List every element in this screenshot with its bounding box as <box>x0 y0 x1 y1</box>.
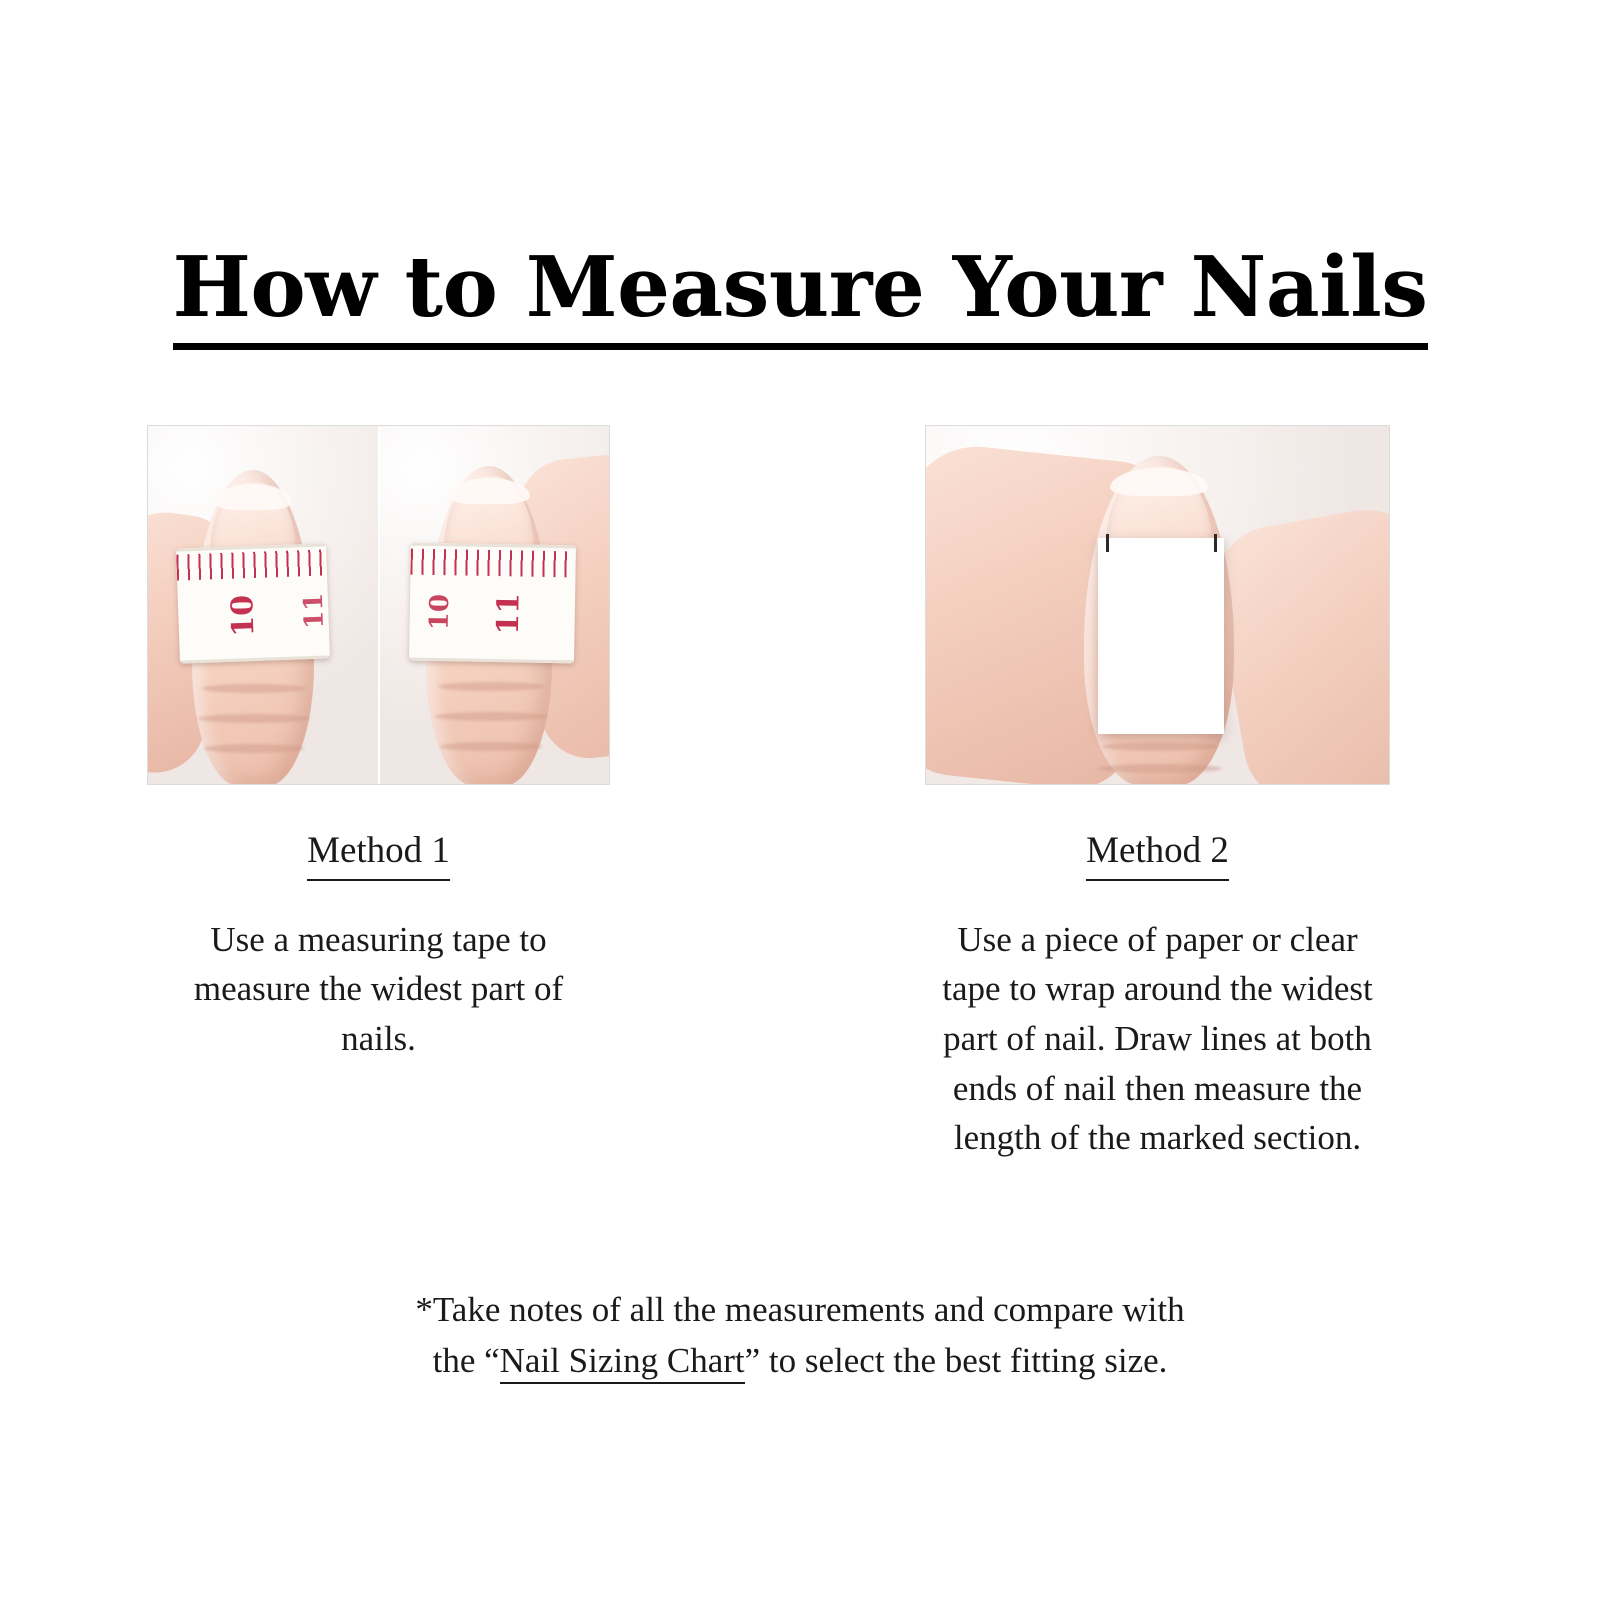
tape-ticks <box>410 549 575 578</box>
knuckle-crease <box>438 682 544 691</box>
footnote-line-2-before: the “ <box>432 1340 500 1380</box>
footnote <box>0 1285 1600 1387</box>
page-title: How to Measure Your Nails <box>173 246 1428 350</box>
method-2-label-container <box>925 831 1390 881</box>
photo-scene-left <box>148 426 378 784</box>
paper-strip <box>1098 538 1224 734</box>
method-2-panel <box>925 425 1390 1163</box>
method-2-label: Method 2 <box>1086 831 1229 881</box>
method-1-label: Method 1 <box>307 831 450 881</box>
knuckle-crease <box>202 684 306 693</box>
method-2-description: Use a piece of paper or clear tape to wrap around the widest part of nail. Draw lines at both ends of nail then measure the length of the marked section. <box>942 919 1373 1158</box>
methods-container <box>0 425 1600 1158</box>
pen-mark-left <box>1106 534 1109 552</box>
method-1-description: Use a measuring tape to measure the widest part of nails. <box>193 919 564 1059</box>
footnote-line-1: *Take notes of all the measurements and compare with <box>415 1290 1185 1329</box>
method-2-photo <box>925 425 1390 785</box>
knuckle-crease <box>198 714 310 723</box>
tape-number: 11 <box>490 592 527 635</box>
pen-mark-right <box>1214 534 1217 552</box>
knuckle-crease <box>434 712 548 721</box>
tape-number: 10 <box>424 593 455 631</box>
knuckle-crease <box>440 742 542 751</box>
footnote-line-2-after: ” to select the best fitting size. <box>744 1340 1168 1380</box>
method-1-photo-halves <box>148 426 609 784</box>
tape-ticks <box>176 549 327 580</box>
method-1-panel <box>147 425 610 1064</box>
page-title-container <box>0 238 1600 350</box>
knuckle-crease <box>204 744 304 753</box>
footnote-line-2 <box>0 1336 1600 1387</box>
tape-number: 11 <box>298 592 330 630</box>
nail-sizing-chart-reference: Nail Sizing Chart <box>500 1341 745 1384</box>
knuckle-crease <box>1102 742 1218 751</box>
measuring-tape <box>176 543 330 663</box>
knuckle-crease <box>1098 764 1222 773</box>
method-1-label-container <box>147 831 610 881</box>
measuring-tape <box>408 543 575 664</box>
photo-scene-right <box>378 426 610 784</box>
tape-number: 10 <box>225 594 262 638</box>
method-1-photo <box>147 425 610 785</box>
